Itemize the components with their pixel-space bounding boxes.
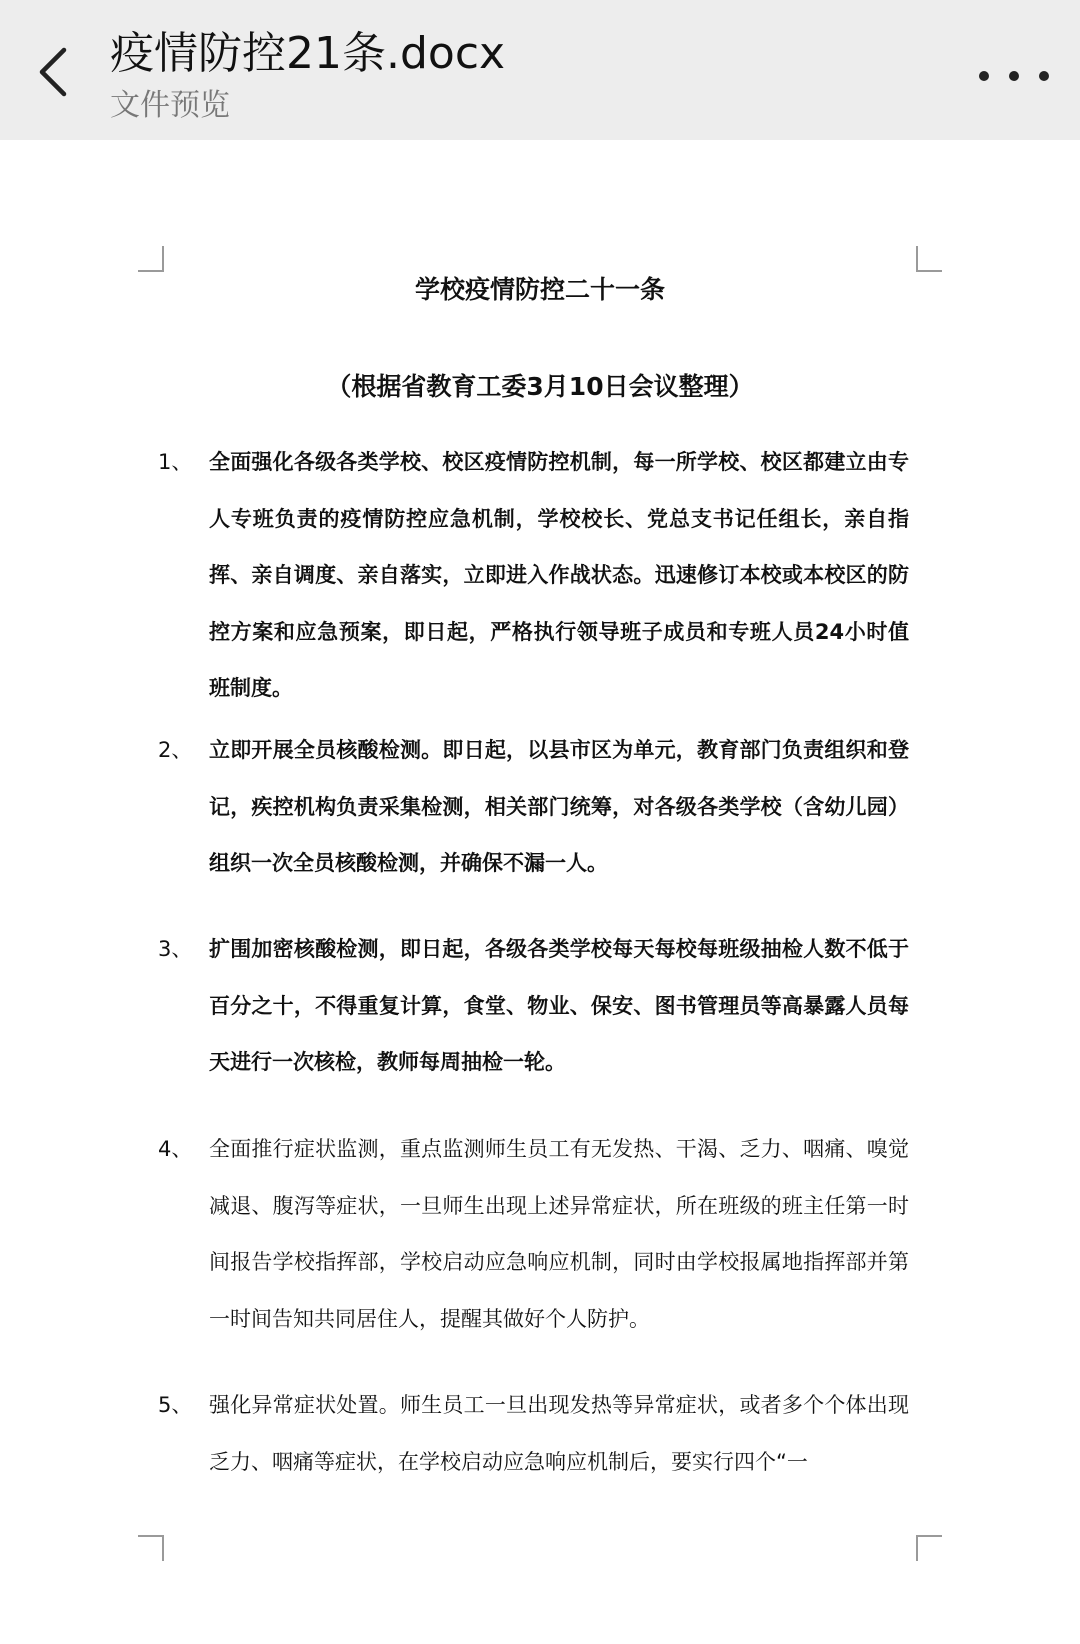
clause-text: 扩围加密核酸检测，即日起，各级各类学校每天每校每班级抽检人数不低于百分之十，不得重复计算，食堂、物业、保安、图书管理员等高暴露人员每天进行一次核检，教师每周抽检一轮。 — [209, 937, 909, 1074]
document-preview-area[interactable] — [0, 140, 1080, 1644]
clause-number: 2、 — [158, 738, 193, 762]
chevron-left-icon — [30, 42, 78, 102]
more-options-button[interactable] — [972, 56, 1056, 96]
page-corner-mark-bottom-left — [138, 1535, 164, 1561]
clause-number: 4、 — [158, 1137, 193, 1161]
back-button[interactable] — [30, 42, 78, 102]
more-horizontal-icon — [972, 56, 1056, 96]
clause-text: 立即开展全员核酸检测。即日起，以县市区为单元，教育部门负责组织和登记，疾控机构负责采集检测，相关部门统筹，对各级各类学校（含幼儿园）组织一次全员核酸检测，并确保不漏一人。 — [209, 738, 909, 875]
file-title: 疫情防控21条.docx — [110, 28, 506, 79]
page-corner-mark-bottom-right — [916, 1535, 942, 1561]
page-corner-mark-top-right — [916, 246, 942, 272]
clause-text: 全面推行症状监测，重点监测师生员工有无发热、干渴、乏力、咽痛、嗅觉减退、腹泻等症状，一旦师生出现上述异常症状，所在班级的班主任第一时间报告学校指挥部，学校启动应急响应机制，同时由学校报属地指挥部并第一时间告知共同居住人，提醒其做好个人防护。 — [209, 1137, 909, 1331]
clause-number: 3、 — [158, 937, 193, 961]
top-navigation-bar — [0, 0, 1080, 140]
document-title: 学校疫情防控二十一条 — [414, 275, 665, 304]
file-preview-label: 文件预览 — [110, 88, 230, 123]
clause-text: 强化异常症状处置。师生员工一旦出现发热等异常症状，或者多个个体出现乏力、咽痛等症状，在学校启动应急响应机制后，要实行四个“一 — [209, 1393, 909, 1474]
clause-text: 全面强化各级各类学校、校区疫情防控机制，每一所学校、校区都建立由专人专班负责的疫情防控应急机制，学校校长、党总支书记任组长，亲自指挥、亲自调度、亲自落实，立即进入作战状态。迅速修订本校或本校区的防控方案和应急预案，即日起，严格执行领导班子成员和专班人员24小时值班制度。 — [209, 450, 909, 700]
document-subtitle: （根据省教育工委3月10日会议整理） — [326, 372, 754, 401]
clause-number: 1、 — [158, 450, 193, 474]
page-corner-mark-top-left — [138, 246, 164, 272]
clause-number: 5、 — [158, 1393, 193, 1417]
